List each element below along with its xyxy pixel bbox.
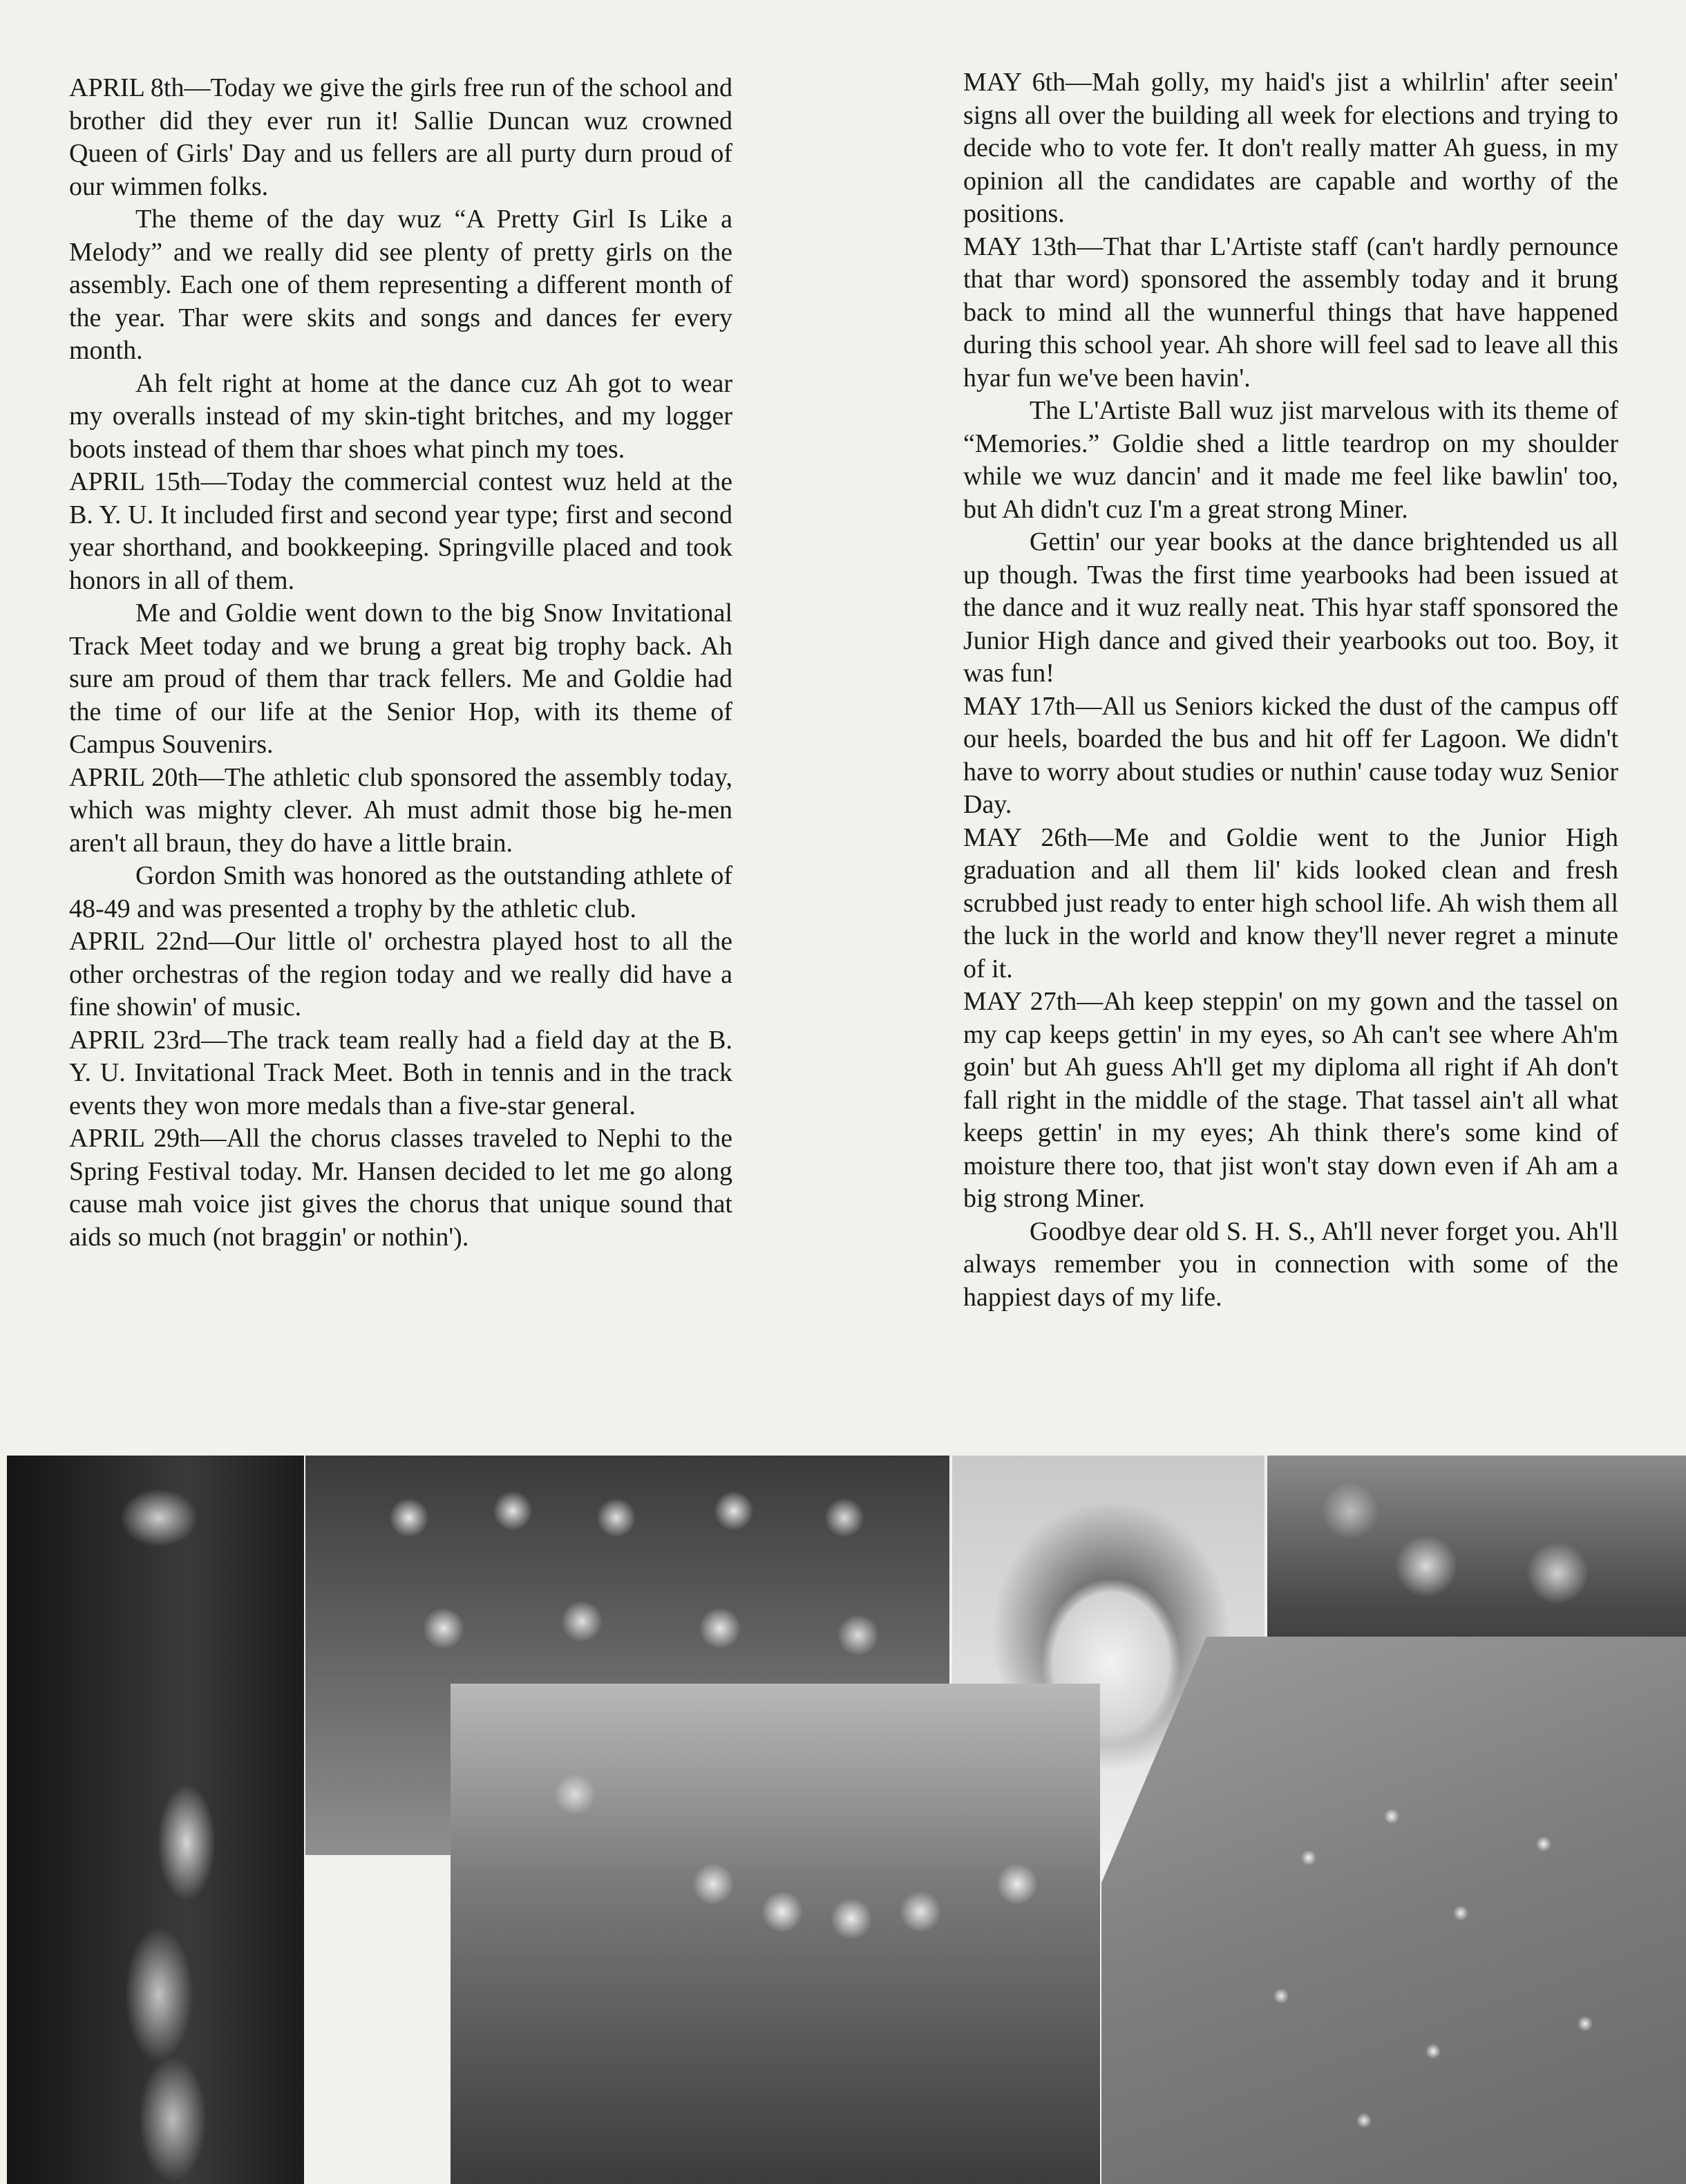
- paragraph-track-meet: Me and Goldie went down to the big Snow Invitational Track Meet today and we brung a great big trophy back. Ah sure am proud of them thar track fellers. Me and Goldie had the time of our life at the Senior Hop, with its theme of Campus Souvenirs.: [69, 599, 732, 759]
- entry-may-27: MAY 27th—Ah keep steppin' on my gown and the tassel on my cap keeps gettin' in my eyes, so Ah can't see where Ah'm goin' but Ah guess Ah'll get my diploma all right if Ah don't fall right in the middle of the stage. That tassel ain't all what keeps gettin' in my eyes; Ah think there's some kind of moisture there too, that jist won't stay down even if Ah am a big strong Miner.: [963, 987, 1618, 1213]
- left-text-column: [69, 72, 732, 1254]
- paragraph-pretty-girl-theme: The theme of the day wuz “A Pretty Girl Is Like a Melody” and we really did see plenty of pretty girls on the assembly. Each one of them representing a different month of the year. Thar were skits and songs and dances fer every month.: [69, 205, 732, 365]
- entry-april-20: APRIL 20th—The athletic club sponsored the assembly today, which was mighty clever. Ah must admit those big he-men aren't all braun, they do have a little brain.: [69, 762, 732, 858]
- entry-april-22: APRIL 22nd—Our little ol' orchestra played host to all the other orchestras of the region today and we really did have a fine showin' of music.: [69, 927, 732, 1022]
- paragraph-lartiste-ball: The L'Artiste Ball wuz jist marvelous with its theme of “Memories.” Goldie shed a little teardrop on my shoulder while we wuz dancin' and it made me feel like bawlin' too, but Ah didn't cuz I'm a great strong Miner.: [963, 396, 1618, 524]
- entry-april-29: APRIL 29th—All the chorus classes traveled to Nephi to the Spring Festival today. Mr. Hansen decided to let me go along cause mah voice jist gives the chorus that unique sound that aids so much (not braggin' or nothin').: [69, 1124, 732, 1252]
- paragraph-gordon-smith: Gordon Smith was honored as the outstanding athlete of 48-49 and was presented a trophy by the athletic club.: [69, 861, 732, 923]
- photo-lawn-gathering: [1101, 1637, 1686, 2184]
- photo-pageant-girls: [7, 1456, 304, 2184]
- paragraph-yearbooks: Gettin' our year books at the dance brightended us all up though. Twas the first time yearbooks had been issued at the dance and it wuz really neat. This hyar staff sponsored the Junior High dance and gived their yearbooks out too. Boy, it was fun!: [963, 527, 1618, 688]
- photo-boys-group: [451, 1684, 1100, 2184]
- entry-may-13: MAY 13th—That thar L'Artiste staff (can't hardly pernounce that thar word) sponsored the assembly today and it brung back to mind all the wunnerful things that have happened during this school year. Ah shore will feel sad to leave all this hyar fun we've been havin'.: [963, 232, 1618, 393]
- paragraph-goodbye: Goodbye dear old S. H. S., Ah'll never forget you. Ah'll always remember you in connection with some of the happiest days of my life.: [963, 1216, 1618, 1312]
- entry-may-6: MAY 6th—Mah golly, my haid's jist a whilrlin' after seein' signs all over the building all week for elections and trying to decide who to vote fer. It don't really matter Ah guess, in my opinion all the candidates are capable and worthy of the positions.: [963, 68, 1618, 228]
- paragraph-dance-overalls: Ah felt right at home at the dance cuz Ah got to wear my overalls instead of my skin-tight britches, and my logger boots instead of them thar shoes what pinch my toes.: [69, 368, 732, 464]
- right-text-column: [963, 66, 1618, 1314]
- entry-may-26: MAY 26th—Me and Goldie went to the Junior High graduation and all them lil' kids looked clean and fresh scrubbed just ready to enter high school life. Ah wish them all the luck in the world and know they'll never regret a minute of it.: [963, 822, 1618, 983]
- entry-april-15: APRIL 15th—Today the commercial contest wuz held at the B. Y. U. It included first and second year type; first and second year shorthand, and bookkeeping. Springville placed and took honors in all of them.: [69, 467, 732, 595]
- entry-may-17: MAY 17th—All us Seniors kicked the dust of the campus off our heels, boarded the bus and hit off fer Lagoon. We didn't have to worry about studies or nuthin' cause today wuz Senior Day.: [963, 691, 1618, 819]
- entry-april-8: APRIL 8th—Today we give the girls free run of the school and brother did they ever run it! Sallie Duncan wuz crowned Queen of Girls' Day and us fellers are all purty durn proud of our wimmen folks.: [69, 73, 732, 201]
- entry-april-23: APRIL 23rd—The track team really had a field day at the B. Y. U. Invitational Track Meet. Both in tennis and in the track events they won more medals than a five-star general.: [69, 1025, 732, 1120]
